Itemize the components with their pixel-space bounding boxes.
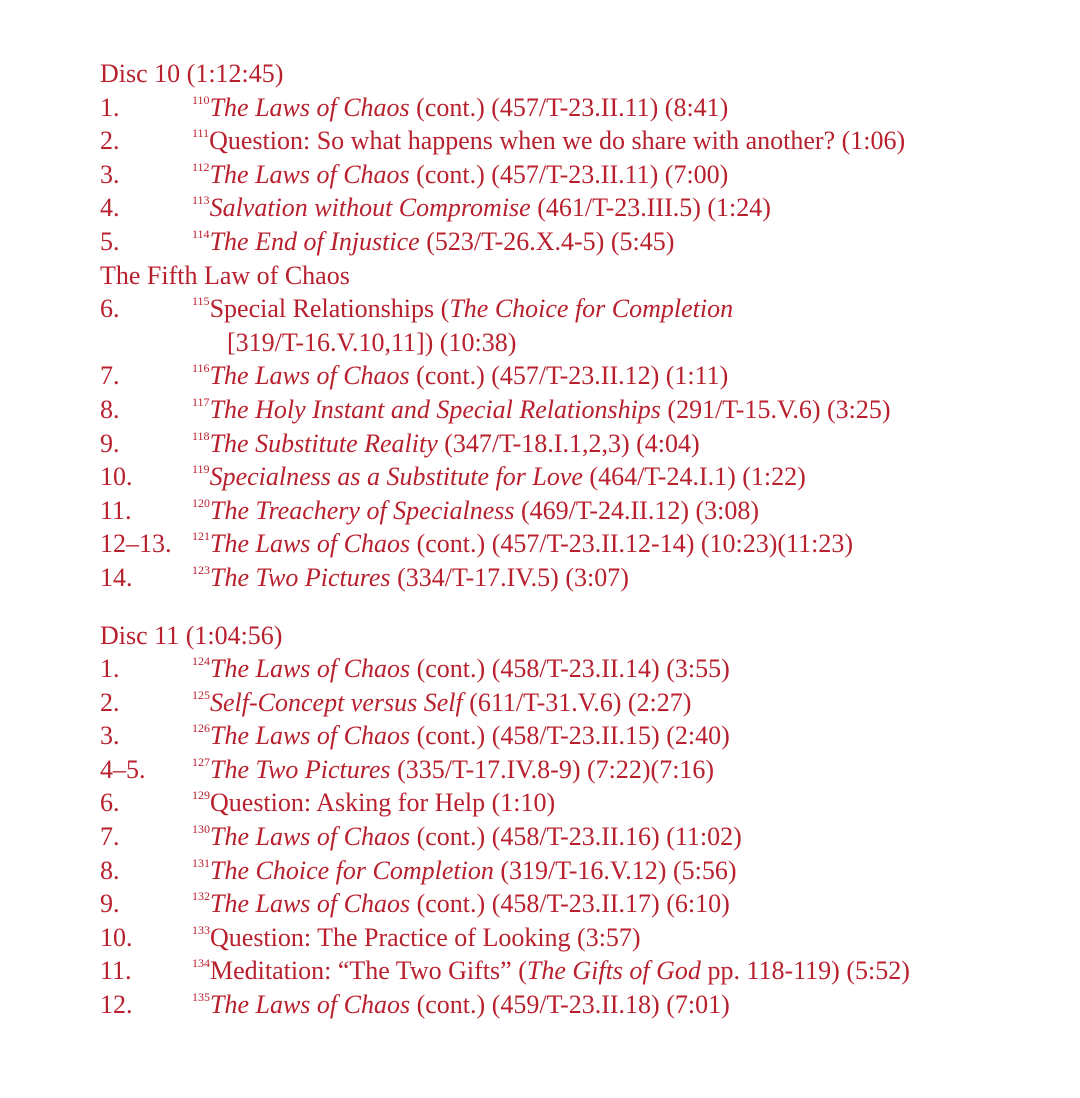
track-text: pp. 118-119) (5:52) (700, 956, 910, 986)
track-text: (cont.) (458/T-23.II.15) (2:40) (410, 721, 730, 751)
track-text: (cont.) (458/T-23.II.16) (11:02) (410, 822, 742, 852)
footnote-marker: 119 (192, 462, 210, 477)
track-title-italic: The End of Injustice (209, 226, 420, 256)
track-number: 4. (100, 193, 120, 223)
track-number: 2. (100, 126, 120, 156)
footnote-marker: 135 (192, 990, 210, 1005)
track-number: 9. (100, 889, 120, 919)
track-number: 10. (100, 462, 133, 492)
footnote-marker: 133 (192, 922, 210, 937)
track-number: 7. (100, 822, 120, 852)
footnote-marker: 124 (192, 654, 210, 669)
track-number: 9. (100, 428, 120, 458)
track-row (100, 652, 1060, 686)
track-text: (335/T-17.IV.8-9) (7:22)(7:16) (390, 754, 715, 784)
track-number: 3. (100, 159, 120, 189)
footnote-marker: 118 (192, 428, 210, 443)
track-row (100, 753, 1060, 787)
track-entry (192, 561, 629, 600)
track-title-italic: The Laws of Chaos (209, 159, 410, 189)
track-entry (192, 225, 674, 264)
track-text: (cont.) (458/T-23.II.14) (3:55) (410, 654, 730, 684)
footnote-marker: 115 (192, 294, 210, 309)
track-text: (469/T-24.II.12) (3:08) (514, 495, 760, 525)
track-row (100, 158, 1060, 192)
track-title-italic: The Treachery of Specialness (210, 495, 515, 525)
footnote-marker: 125 (192, 687, 210, 702)
track-text: (334/T-17.IV.5) (3:07) (390, 562, 629, 592)
footnote-marker: 121 (192, 529, 210, 544)
track-text: (347/T-18.I.1,2,3) (4:04) (437, 428, 700, 458)
track-row (100, 561, 1060, 595)
track-row (100, 427, 1060, 461)
track-title-italic: The Laws of Chaos (209, 361, 410, 391)
track-row (100, 988, 1060, 1022)
track-number: 1. (100, 92, 120, 122)
track-continuation (100, 326, 1060, 360)
track-number: 11. (100, 495, 132, 525)
track-title-italic: The Substitute Reality (209, 428, 438, 458)
track-title-italic: The Choice for Completion (449, 294, 734, 324)
track-title-italic: The Laws of Chaos (210, 529, 411, 559)
track-text: Question: So what happens when we do share with another? (1:06) (209, 126, 906, 156)
track-title-italic: The Two Pictures (210, 754, 391, 784)
track-row (100, 786, 1060, 820)
track-row (100, 191, 1060, 225)
section-heading: The Fifth Law of Chaos (100, 260, 350, 290)
footnote-marker: 132 (192, 889, 210, 904)
track-title-italic: Salvation without Compromise (209, 193, 531, 223)
track-row (100, 719, 1060, 753)
track-number: 4–5. (100, 754, 146, 784)
track-row (100, 494, 1060, 528)
track-row (100, 292, 1060, 326)
footnote-marker: 112 (192, 159, 210, 174)
footnote-marker: 130 (192, 822, 210, 837)
track-title-italic: The Laws of Chaos (210, 721, 411, 751)
continuation-text: [319/T-16.V.10,11]) (10:38) (227, 327, 517, 357)
track-number: 14. (100, 562, 133, 592)
track-row (100, 686, 1060, 720)
track-entry (192, 988, 730, 1027)
track-number: 3. (100, 721, 120, 751)
track-title-italic: Specialness as a Substitute for Love (209, 462, 583, 492)
track-number: 11. (100, 956, 132, 986)
footnote-marker: 114 (192, 226, 210, 241)
track-number: 10. (100, 922, 133, 952)
track-number: 1. (100, 654, 120, 684)
track-number: 5. (100, 226, 120, 256)
track-row (100, 921, 1060, 955)
footnote-marker: 131 (192, 855, 210, 870)
track-text: (464/T-24.I.1) (1:22) (582, 462, 806, 492)
track-number: 6. (100, 294, 120, 324)
track-row (100, 359, 1060, 393)
track-title-italic: The Laws of Chaos (209, 92, 410, 122)
track-text: (cont.) (457/T-23.II.11) (8:41) (409, 92, 729, 122)
track-row (100, 820, 1060, 854)
track-number: 7. (100, 361, 120, 391)
track-number: 6. (100, 788, 120, 818)
track-text: (cont.) (459/T-23.II.18) (7:01) (410, 990, 730, 1020)
track-title-italic: The Laws of Chaos (210, 654, 411, 684)
footnote-marker: 123 (192, 562, 210, 577)
track-number: 8. (100, 855, 120, 885)
track-title-italic: The Laws of Chaos (210, 822, 411, 852)
track-title-italic: The Holy Instant and Special Relationships (209, 394, 661, 424)
track-title-italic: Self-Concept versus Self (210, 687, 463, 717)
footnote-marker: 120 (192, 495, 210, 510)
track-text: (523/T-26.X.4-5) (5:45) (419, 226, 675, 256)
track-text: Question: Asking for Help (1:10) (210, 788, 556, 818)
track-listing (100, 57, 1060, 1022)
track-row (100, 393, 1060, 427)
track-row (100, 954, 1060, 988)
track-text: (cont.) (457/T-23.II.12) (1:11) (409, 361, 729, 391)
track-text: (319/T-16.V.12) (5:56) (493, 855, 737, 885)
footnote-marker: 111 (192, 126, 210, 141)
track-text: (cont.) (458/T-23.II.17) (6:10) (410, 889, 730, 919)
track-row (100, 225, 1060, 259)
track-row (100, 91, 1060, 125)
footnote-marker: 127 (192, 754, 210, 769)
track-title-italic: The Laws of Chaos (210, 889, 411, 919)
track-text: (291/T-15.V.6) (3:25) (660, 394, 891, 424)
track-number: 8. (100, 394, 120, 424)
track-text: (461/T-23.III.5) (1:24) (530, 193, 771, 223)
disc-heading: Disc 11 (1:04:56) (100, 620, 283, 650)
track-text: Question: The Practice of Looking (3:57) (210, 922, 641, 952)
track-text: (cont.) (457/T-23.II.12-14) (10:23)(11:23) (410, 529, 853, 559)
footnote-marker: 117 (192, 394, 210, 409)
footnote-marker: 113 (192, 193, 210, 208)
track-row (100, 124, 1060, 158)
footnote-marker: 134 (192, 956, 210, 971)
track-number: 2. (100, 687, 120, 717)
footnote-marker: 116 (192, 361, 210, 376)
track-row (100, 527, 1060, 561)
disc-heading: Disc 10 (1:12:45) (100, 59, 284, 88)
track-number: 12–13. (100, 529, 172, 559)
footnote-marker: 129 (192, 788, 210, 803)
track-number: 12. (100, 990, 133, 1020)
track-row (100, 460, 1060, 494)
track-row (100, 887, 1060, 921)
track-title-italic: The Laws of Chaos (210, 990, 411, 1020)
footnote-marker: 126 (192, 721, 210, 736)
track-title-italic: The Choice for Completion (210, 855, 494, 885)
track-text: Meditation: “The Two Gifts” ( (210, 956, 527, 986)
track-title-italic: The Two Pictures (210, 562, 391, 592)
footnote-marker: 110 (192, 92, 210, 107)
track-text: Special Relationships ( (209, 294, 450, 324)
track-text: (cont.) (457/T-23.II.11) (7:00) (409, 159, 729, 189)
track-text: (611/T-31.V.6) (2:27) (462, 687, 692, 717)
track-title-italic: The Gifts of God (526, 956, 701, 986)
track-row (100, 854, 1060, 888)
